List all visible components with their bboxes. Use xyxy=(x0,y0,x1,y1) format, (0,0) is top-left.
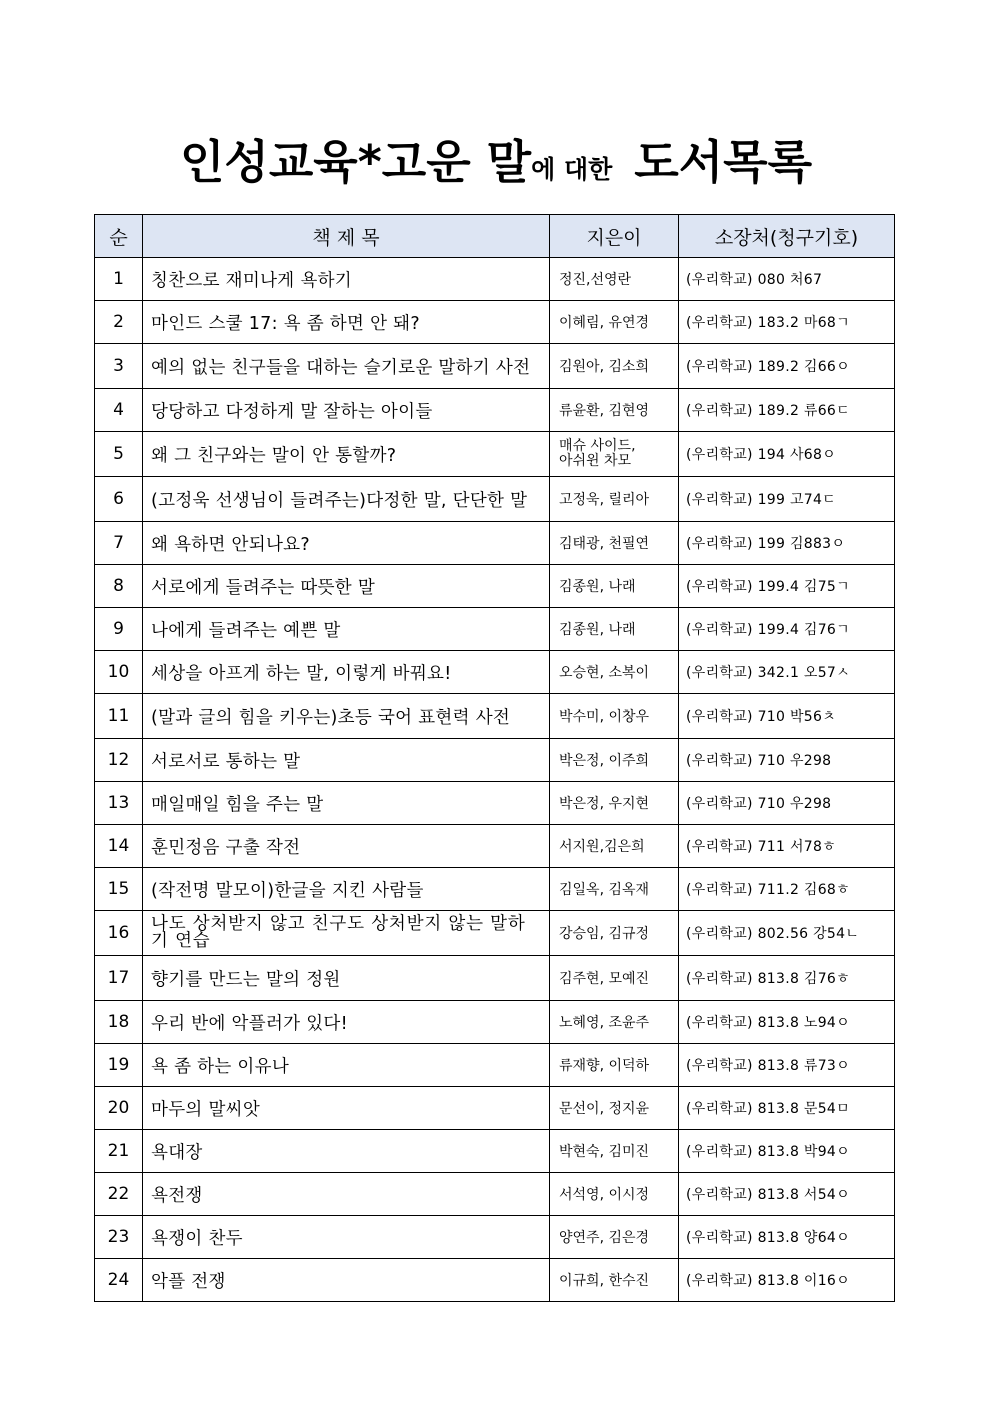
table-row xyxy=(95,694,895,739)
book-title: 서로에게 들려주는 따뜻한 말 xyxy=(143,565,550,608)
row-number: 10 xyxy=(95,651,143,694)
row-number: 2 xyxy=(95,301,143,344)
call-number: (우리학교) 813.8 이16ㅇ xyxy=(679,1259,895,1302)
book-title: (작전명 말모이)한글을 지킨 사람들 xyxy=(143,868,550,911)
call-number: (우리학교) 080 처67 xyxy=(679,258,895,301)
row-number: 4 xyxy=(95,389,143,432)
table-row xyxy=(95,651,895,694)
row-number: 7 xyxy=(95,522,143,565)
book-author: 김종원, 나래 xyxy=(550,608,679,651)
book-author: 류윤환, 김현영 xyxy=(550,389,679,432)
call-number: (우리학교) 711 서78ㅎ xyxy=(679,825,895,868)
row-number: 13 xyxy=(95,782,143,825)
call-number: (우리학교) 199.4 김75ㄱ xyxy=(679,565,895,608)
book-title: 욕전쟁 xyxy=(143,1173,550,1216)
book-author: 박은정, 이주희 xyxy=(550,739,679,782)
call-number: (우리학교) 342.1 오57ㅅ xyxy=(679,651,895,694)
call-number: (우리학교) 710 우298 xyxy=(679,739,895,782)
book-title: 매일매일 힘을 주는 말 xyxy=(143,782,550,825)
book-author: 김종원, 나래 xyxy=(550,565,679,608)
table-row xyxy=(95,739,895,782)
table-row xyxy=(95,389,895,432)
table-row xyxy=(95,1044,895,1087)
row-number: 1 xyxy=(95,258,143,301)
row-number: 18 xyxy=(95,1001,143,1044)
table-header-row xyxy=(95,215,895,258)
header-number: 순 xyxy=(95,215,143,258)
book-title: 당당하고 다정하게 말 잘하는 아이들 xyxy=(143,389,550,432)
call-number: (우리학교) 183.2 마68ㄱ xyxy=(679,301,895,344)
row-number: 20 xyxy=(95,1087,143,1130)
book-author: 박수미, 이창우 xyxy=(550,694,679,739)
table-row xyxy=(95,608,895,651)
book-author: 고정욱, 릴리아 xyxy=(550,477,679,522)
book-title: 세상을 아프게 하는 말, 이렇게 바꿔요! xyxy=(143,651,550,694)
table-row xyxy=(95,911,895,956)
row-number: 22 xyxy=(95,1173,143,1216)
book-title: 우리 반에 악플러가 있다! xyxy=(143,1001,550,1044)
book-author: 강승임, 김규정 xyxy=(550,911,679,956)
call-number: (우리학교) 199 김883ㅇ xyxy=(679,522,895,565)
row-number: 14 xyxy=(95,825,143,868)
table-row xyxy=(95,1173,895,1216)
call-number: (우리학교) 199.4 김76ㄱ xyxy=(679,608,895,651)
row-number: 6 xyxy=(95,477,143,522)
call-number: (우리학교) 710 우298 xyxy=(679,782,895,825)
table-row xyxy=(95,477,895,522)
row-number: 3 xyxy=(95,344,143,389)
row-number: 17 xyxy=(95,956,143,1001)
call-number: (우리학교) 813.8 김76ㅎ xyxy=(679,956,895,1001)
call-number: (우리학교) 199 고74ㄷ xyxy=(679,477,895,522)
call-number: (우리학교) 802.56 강54ㄴ xyxy=(679,911,895,956)
title-part-main: 인성교육*고운 말 xyxy=(179,135,532,189)
book-title: (말과 글의 힘을 키우는)초등 국어 표현력 사전 xyxy=(143,694,550,739)
table-row xyxy=(95,565,895,608)
book-title: (고정욱 선생님이 들려주는)다정한 말, 단단한 말 xyxy=(143,477,550,522)
table-row xyxy=(95,1087,895,1130)
book-title: 예의 없는 친구들을 대하는 슬기로운 말하기 사전 xyxy=(143,344,550,389)
row-number: 23 xyxy=(95,1216,143,1259)
header-author: 지은이 xyxy=(550,215,679,258)
book-author: 이혜림, 유연경 xyxy=(550,301,679,344)
table-row xyxy=(95,868,895,911)
book-author: 문선이, 정지윤 xyxy=(550,1087,679,1130)
book-title: 향기를 만드는 말의 정원 xyxy=(143,956,550,1001)
call-number: (우리학교) 813.8 노94ㅇ xyxy=(679,1001,895,1044)
table-row xyxy=(95,522,895,565)
book-author: 박은정, 우지현 xyxy=(550,782,679,825)
book-author: 김원아, 김소희 xyxy=(550,344,679,389)
book-author: 김일옥, 김옥재 xyxy=(550,868,679,911)
book-title: 나도 상처받지 않고 친구도 상처받지 않는 말하기 연습 xyxy=(143,911,550,956)
book-author: 이규희, 한수진 xyxy=(550,1259,679,1302)
call-number: (우리학교) 813.8 문54ㅁ xyxy=(679,1087,895,1130)
table-row xyxy=(95,1130,895,1173)
row-number: 16 xyxy=(95,911,143,956)
call-number: (우리학교) 813.8 박94ㅇ xyxy=(679,1130,895,1173)
row-number: 15 xyxy=(95,868,143,911)
row-number: 12 xyxy=(95,739,143,782)
title-part-end: 도서목록 xyxy=(634,135,813,189)
table-row xyxy=(95,956,895,1001)
row-number: 5 xyxy=(95,432,143,477)
table-row xyxy=(95,258,895,301)
row-number: 24 xyxy=(95,1259,143,1302)
row-number: 19 xyxy=(95,1044,143,1087)
title-part-connector: 에 대한 xyxy=(531,155,613,184)
book-author: 오승현, 소복이 xyxy=(550,651,679,694)
book-author: 정진,선영란 xyxy=(550,258,679,301)
book-title: 왜 욕하면 안되나요? xyxy=(143,522,550,565)
call-number: (우리학교) 813.8 류73ㅇ xyxy=(679,1044,895,1087)
book-title: 훈민정음 구출 작전 xyxy=(143,825,550,868)
table-row xyxy=(95,344,895,389)
table-row xyxy=(95,825,895,868)
call-number: (우리학교) 189.2 류66ㄷ xyxy=(679,389,895,432)
call-number: (우리학교) 194 사68ㅇ xyxy=(679,432,895,477)
page-title xyxy=(0,132,992,203)
table-row xyxy=(95,1216,895,1259)
book-author: 양연주, 김은경 xyxy=(550,1216,679,1259)
header-call-number: 소장처(청구기호) xyxy=(679,215,895,258)
book-title: 칭찬으로 재미나게 욕하기 xyxy=(143,258,550,301)
book-list-table xyxy=(94,214,895,1302)
book-title: 악플 전쟁 xyxy=(143,1259,550,1302)
table-row xyxy=(95,1259,895,1302)
book-author: 김태광, 천필연 xyxy=(550,522,679,565)
book-author: 서석영, 이시정 xyxy=(550,1173,679,1216)
call-number: (우리학교) 711.2 김68ㅎ xyxy=(679,868,895,911)
row-number: 21 xyxy=(95,1130,143,1173)
call-number: (우리학교) 710 박56ㅊ xyxy=(679,694,895,739)
book-author: 김주현, 모예진 xyxy=(550,956,679,1001)
book-author: 서지원,김은희 xyxy=(550,825,679,868)
table-row xyxy=(95,1001,895,1044)
row-number: 8 xyxy=(95,565,143,608)
book-title: 왜 그 친구와는 말이 안 통할까? xyxy=(143,432,550,477)
book-title: 욕 좀 하는 이유나 xyxy=(143,1044,550,1087)
row-number: 11 xyxy=(95,694,143,739)
table-row xyxy=(95,782,895,825)
book-author: 매슈 사이드, 아쉬윈 차모 xyxy=(550,432,679,477)
call-number: (우리학교) 813.8 서54ㅇ xyxy=(679,1173,895,1216)
table-row xyxy=(95,432,895,477)
header-book-title: 책 제 목 xyxy=(143,215,550,258)
row-number: 9 xyxy=(95,608,143,651)
book-title: 욕대장 xyxy=(143,1130,550,1173)
book-author: 박현숙, 김미진 xyxy=(550,1130,679,1173)
book-author: 노혜영, 조윤주 xyxy=(550,1001,679,1044)
book-title: 나에게 들려주는 예쁜 말 xyxy=(143,608,550,651)
book-title: 욕쟁이 찬두 xyxy=(143,1216,550,1259)
call-number: (우리학교) 189.2 김66ㅇ xyxy=(679,344,895,389)
book-author: 류재향, 이덕하 xyxy=(550,1044,679,1087)
book-title: 서로서로 통하는 말 xyxy=(143,739,550,782)
book-title: 마인드 스쿨 17: 욕 좀 하면 안 돼? xyxy=(143,301,550,344)
book-title: 마두의 말씨앗 xyxy=(143,1087,550,1130)
call-number: (우리학교) 813.8 양64ㅇ xyxy=(679,1216,895,1259)
table-row xyxy=(95,301,895,344)
